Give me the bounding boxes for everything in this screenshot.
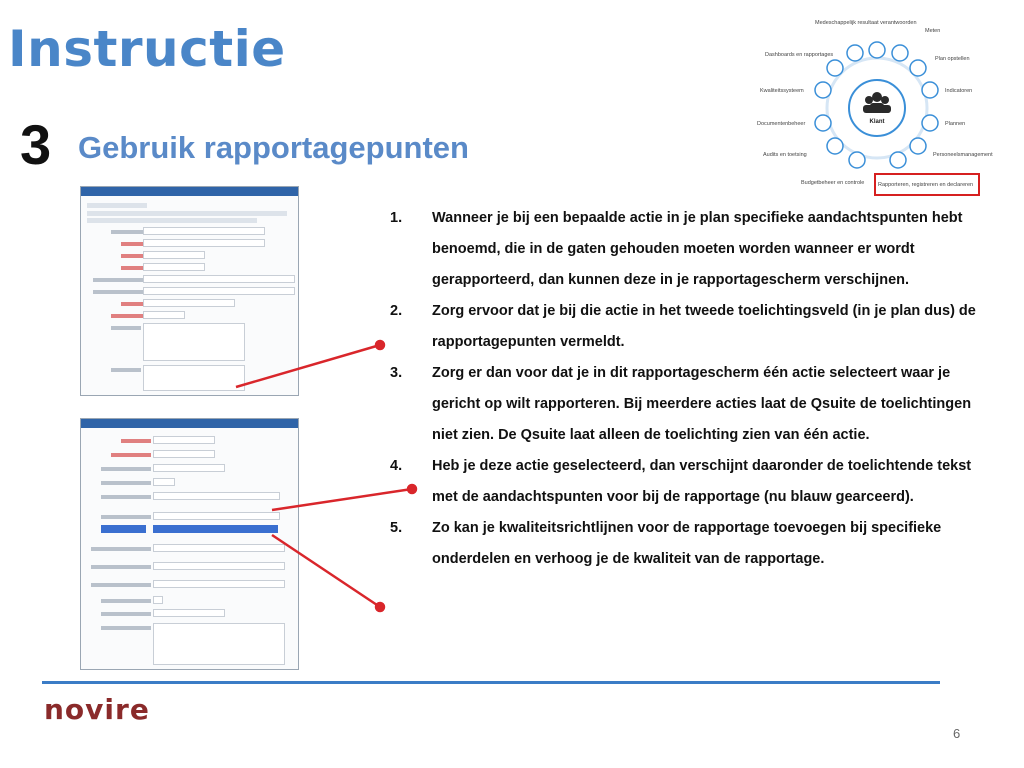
plan-form-screenshot [80, 186, 299, 396]
instruction-steps [390, 203, 1000, 575]
wheel-label-10: Budgetbeheer en controle [801, 180, 865, 186]
step-item-number: 2. [390, 303, 403, 319]
page-number: 6 [953, 726, 961, 741]
wheel-label-8: Audits en toetsing [763, 152, 807, 158]
wheel-label-6: Documentenbeheer [757, 121, 806, 127]
report-form-screenshot [80, 418, 299, 670]
wheel-center-label: Klant [869, 119, 885, 125]
step-item-text: Zorg ervoor dat je bij die actie in het tweede toelichtingsveld (in je plan dus) de rapportagepunten vermeldt. [432, 303, 976, 350]
wheel-label-3: Plan opstellen [935, 56, 970, 62]
wheel-label-5: Indicatoren [945, 88, 973, 94]
step-item [390, 203, 1000, 296]
process-wheel-diagram [755, 8, 1000, 198]
step-item-text: Heb je deze actie geselecteerd, dan verschijnt daaronder de toelichtende tekst met de aandachtspunten voor bij de rapportage (nu blauw gearceerd). [432, 458, 972, 505]
wheel-label-11: Rapporteren, registreren en declareren [878, 182, 974, 188]
callout-dot-step-2 [376, 341, 384, 349]
step-item-text: Zorg er dan voor dat je in dit rapportagescherm één actie selecteert waar je gericht op wilt rapporteren. Bij meerdere acties laat de Qsuite de toelichtingen niet zien. De Qsuite laat alleen de toelichting zien van één actie. [432, 365, 972, 443]
step-item-number: 3. [390, 365, 403, 381]
wheel-label-0: Medeschappelijk resultaat verantwoorden [815, 20, 917, 26]
step-item [390, 358, 1000, 451]
novire-logo: novire [44, 693, 150, 726]
wheel-label-7: Plannen [945, 121, 966, 127]
step-subtitle: Gebruik rapportagepunten [78, 130, 469, 165]
step-item [390, 513, 1000, 575]
step-item [390, 296, 1000, 358]
step-item-number: 4. [390, 458, 403, 474]
step-number: 3 [20, 113, 52, 176]
wheel-label-2: Dashboards en rapportages [765, 52, 834, 58]
step-item-number: 5. [390, 520, 403, 536]
footer-rule [42, 681, 940, 684]
wheel-label-9: Personeelsmanagement [933, 152, 993, 158]
step-item-text: Zo kan je kwaliteitsrichtlijnen voor de rapportage toevoegen bij specifieke onderdelen en verhoog je de kwaliteit van de rapportage. [432, 520, 942, 567]
callout-dot-step-5 [376, 603, 384, 611]
wheel-label-4: Kwaliteitssysteem [760, 88, 804, 94]
step-item-text: Wanneer je bij een bepaalde actie in je plan specifieke aandachtspunten hebt benoemd, die in de gaten gehouden moeten worden wanneer er wordt gerapporteerd, dan kunnen deze in je rapportagescherm verschijnen. [432, 210, 963, 288]
step-item-number: 1. [390, 210, 403, 226]
step-item [390, 451, 1000, 513]
wheel-label-1: Meten [925, 28, 941, 34]
page-title: Instructie [8, 20, 286, 78]
